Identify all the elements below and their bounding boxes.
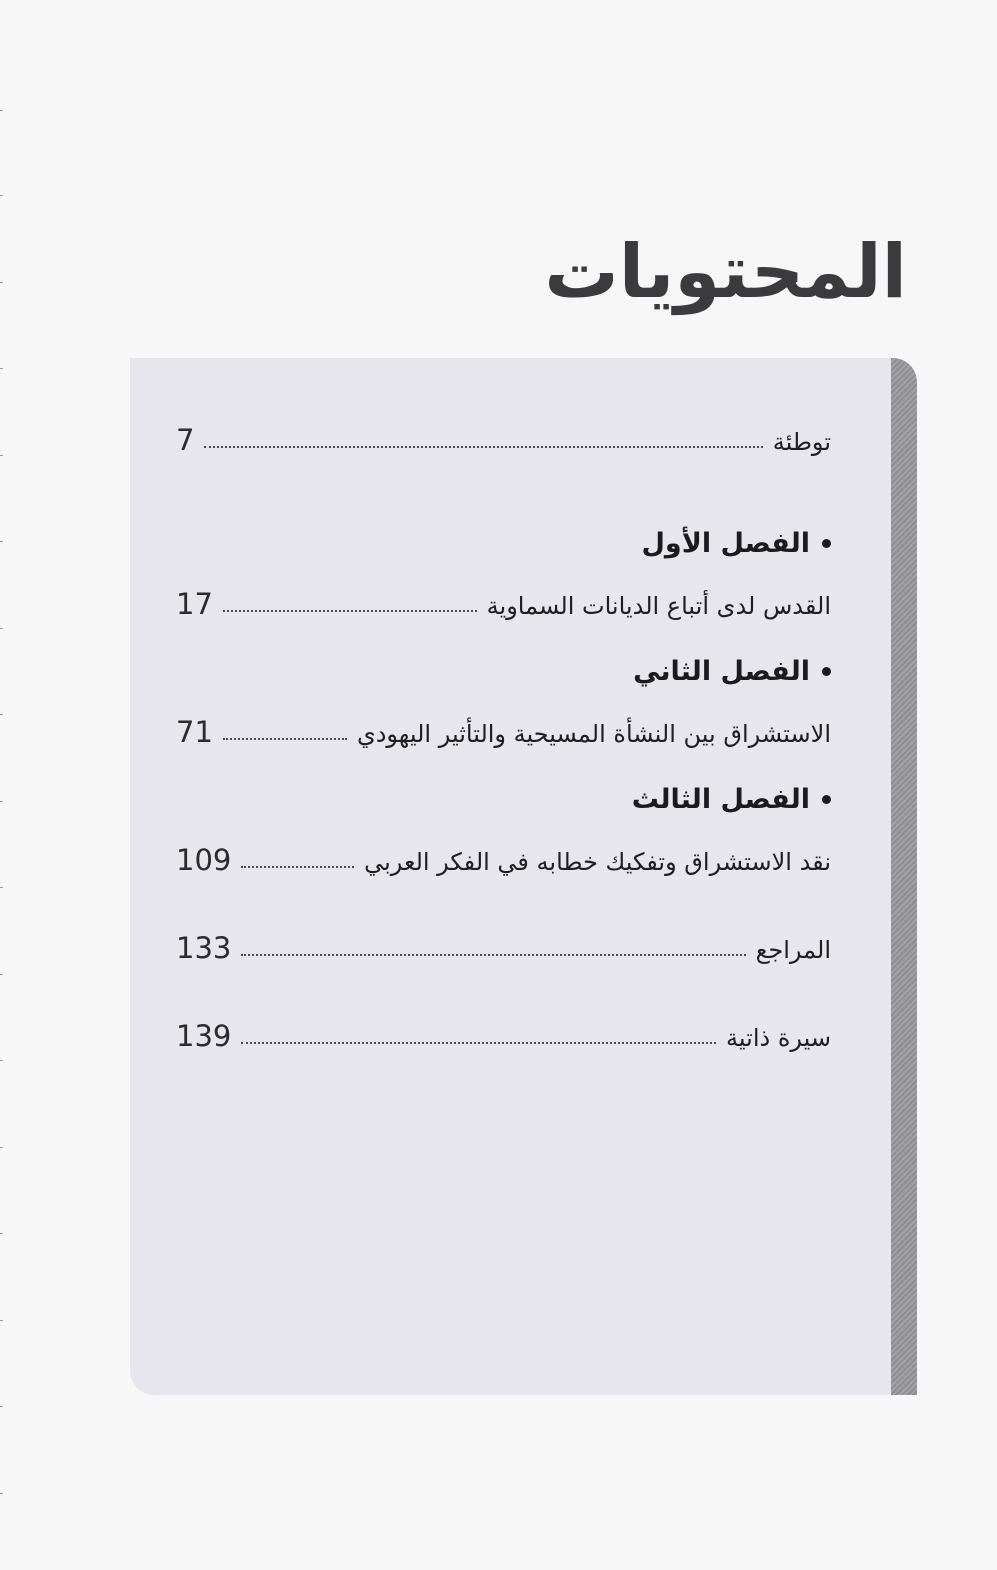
margin-tick [0, 1147, 3, 1148]
toc-entry-title: المراجع [755, 935, 831, 964]
dot-leader [241, 954, 745, 956]
toc-entry-title: الاستشراق بين النشأة المسيحية والتأثير اليهودي [356, 719, 831, 748]
bullet-icon [822, 795, 831, 804]
dot-leader [223, 610, 477, 612]
toc-page-number: 133 [176, 931, 232, 966]
toc-entry-title: توطئة [772, 427, 831, 456]
margin-tick [0, 714, 3, 715]
margin-tick [0, 1233, 3, 1234]
toc-entry-chapter-2[interactable] [176, 698, 831, 754]
chapter-heading-label: الفصل الأول [641, 528, 810, 559]
toc-entry-title: القدس لدى أتباع الديانات السماوية [486, 591, 831, 620]
dot-leader [223, 738, 347, 740]
toc-page-number: 109 [176, 843, 232, 878]
margin-tick [0, 974, 3, 975]
margin-tick [0, 887, 3, 888]
toc-entry-references[interactable] [176, 914, 831, 970]
toc-entry-chapter-1[interactable] [176, 570, 831, 626]
margin-tick [0, 282, 3, 283]
chapter-heading-label: الفصل الثاني [633, 656, 810, 687]
bullet-icon [822, 667, 831, 676]
toc-entry-title: نقد الاستشراق وتفكيك خطابه في الفكر العربي [364, 847, 831, 876]
margin-tick [0, 1320, 3, 1321]
chapter-heading-1 [642, 528, 832, 559]
toc-page-number: 139 [176, 1019, 232, 1054]
toc-panel [130, 358, 917, 1395]
page-title: المحتويات [544, 229, 907, 315]
dot-leader [241, 866, 354, 868]
toc-entry-intro[interactable] [176, 406, 831, 462]
toc-page-number: 17 [176, 587, 213, 622]
margin-tick [0, 1406, 3, 1407]
chapter-heading-3 [632, 784, 831, 815]
toc-page-number: 7 [176, 423, 195, 458]
panel-edge-shade [891, 358, 917, 1395]
chapter-heading-2 [633, 656, 831, 687]
bullet-icon [822, 539, 831, 548]
toc-entry-chapter-3[interactable] [176, 826, 831, 882]
chapter-heading-label: الفصل الثالث [631, 784, 810, 815]
margin-tick [0, 541, 3, 542]
dot-leader [204, 446, 762, 448]
toc-entry-title: سيرة ذاتية [726, 1023, 831, 1052]
toc-page-number: 71 [176, 715, 213, 750]
margin-tick [0, 628, 3, 629]
margin-tick [0, 1060, 3, 1061]
margin-tick [0, 110, 3, 111]
toc-entry-biography[interactable] [176, 1002, 831, 1058]
margin-tick [0, 801, 3, 802]
dot-leader [241, 1042, 716, 1044]
margin-tick [0, 195, 3, 196]
margin-tick [0, 455, 3, 456]
margin-tick [0, 1493, 3, 1494]
margin-tick [0, 368, 3, 369]
